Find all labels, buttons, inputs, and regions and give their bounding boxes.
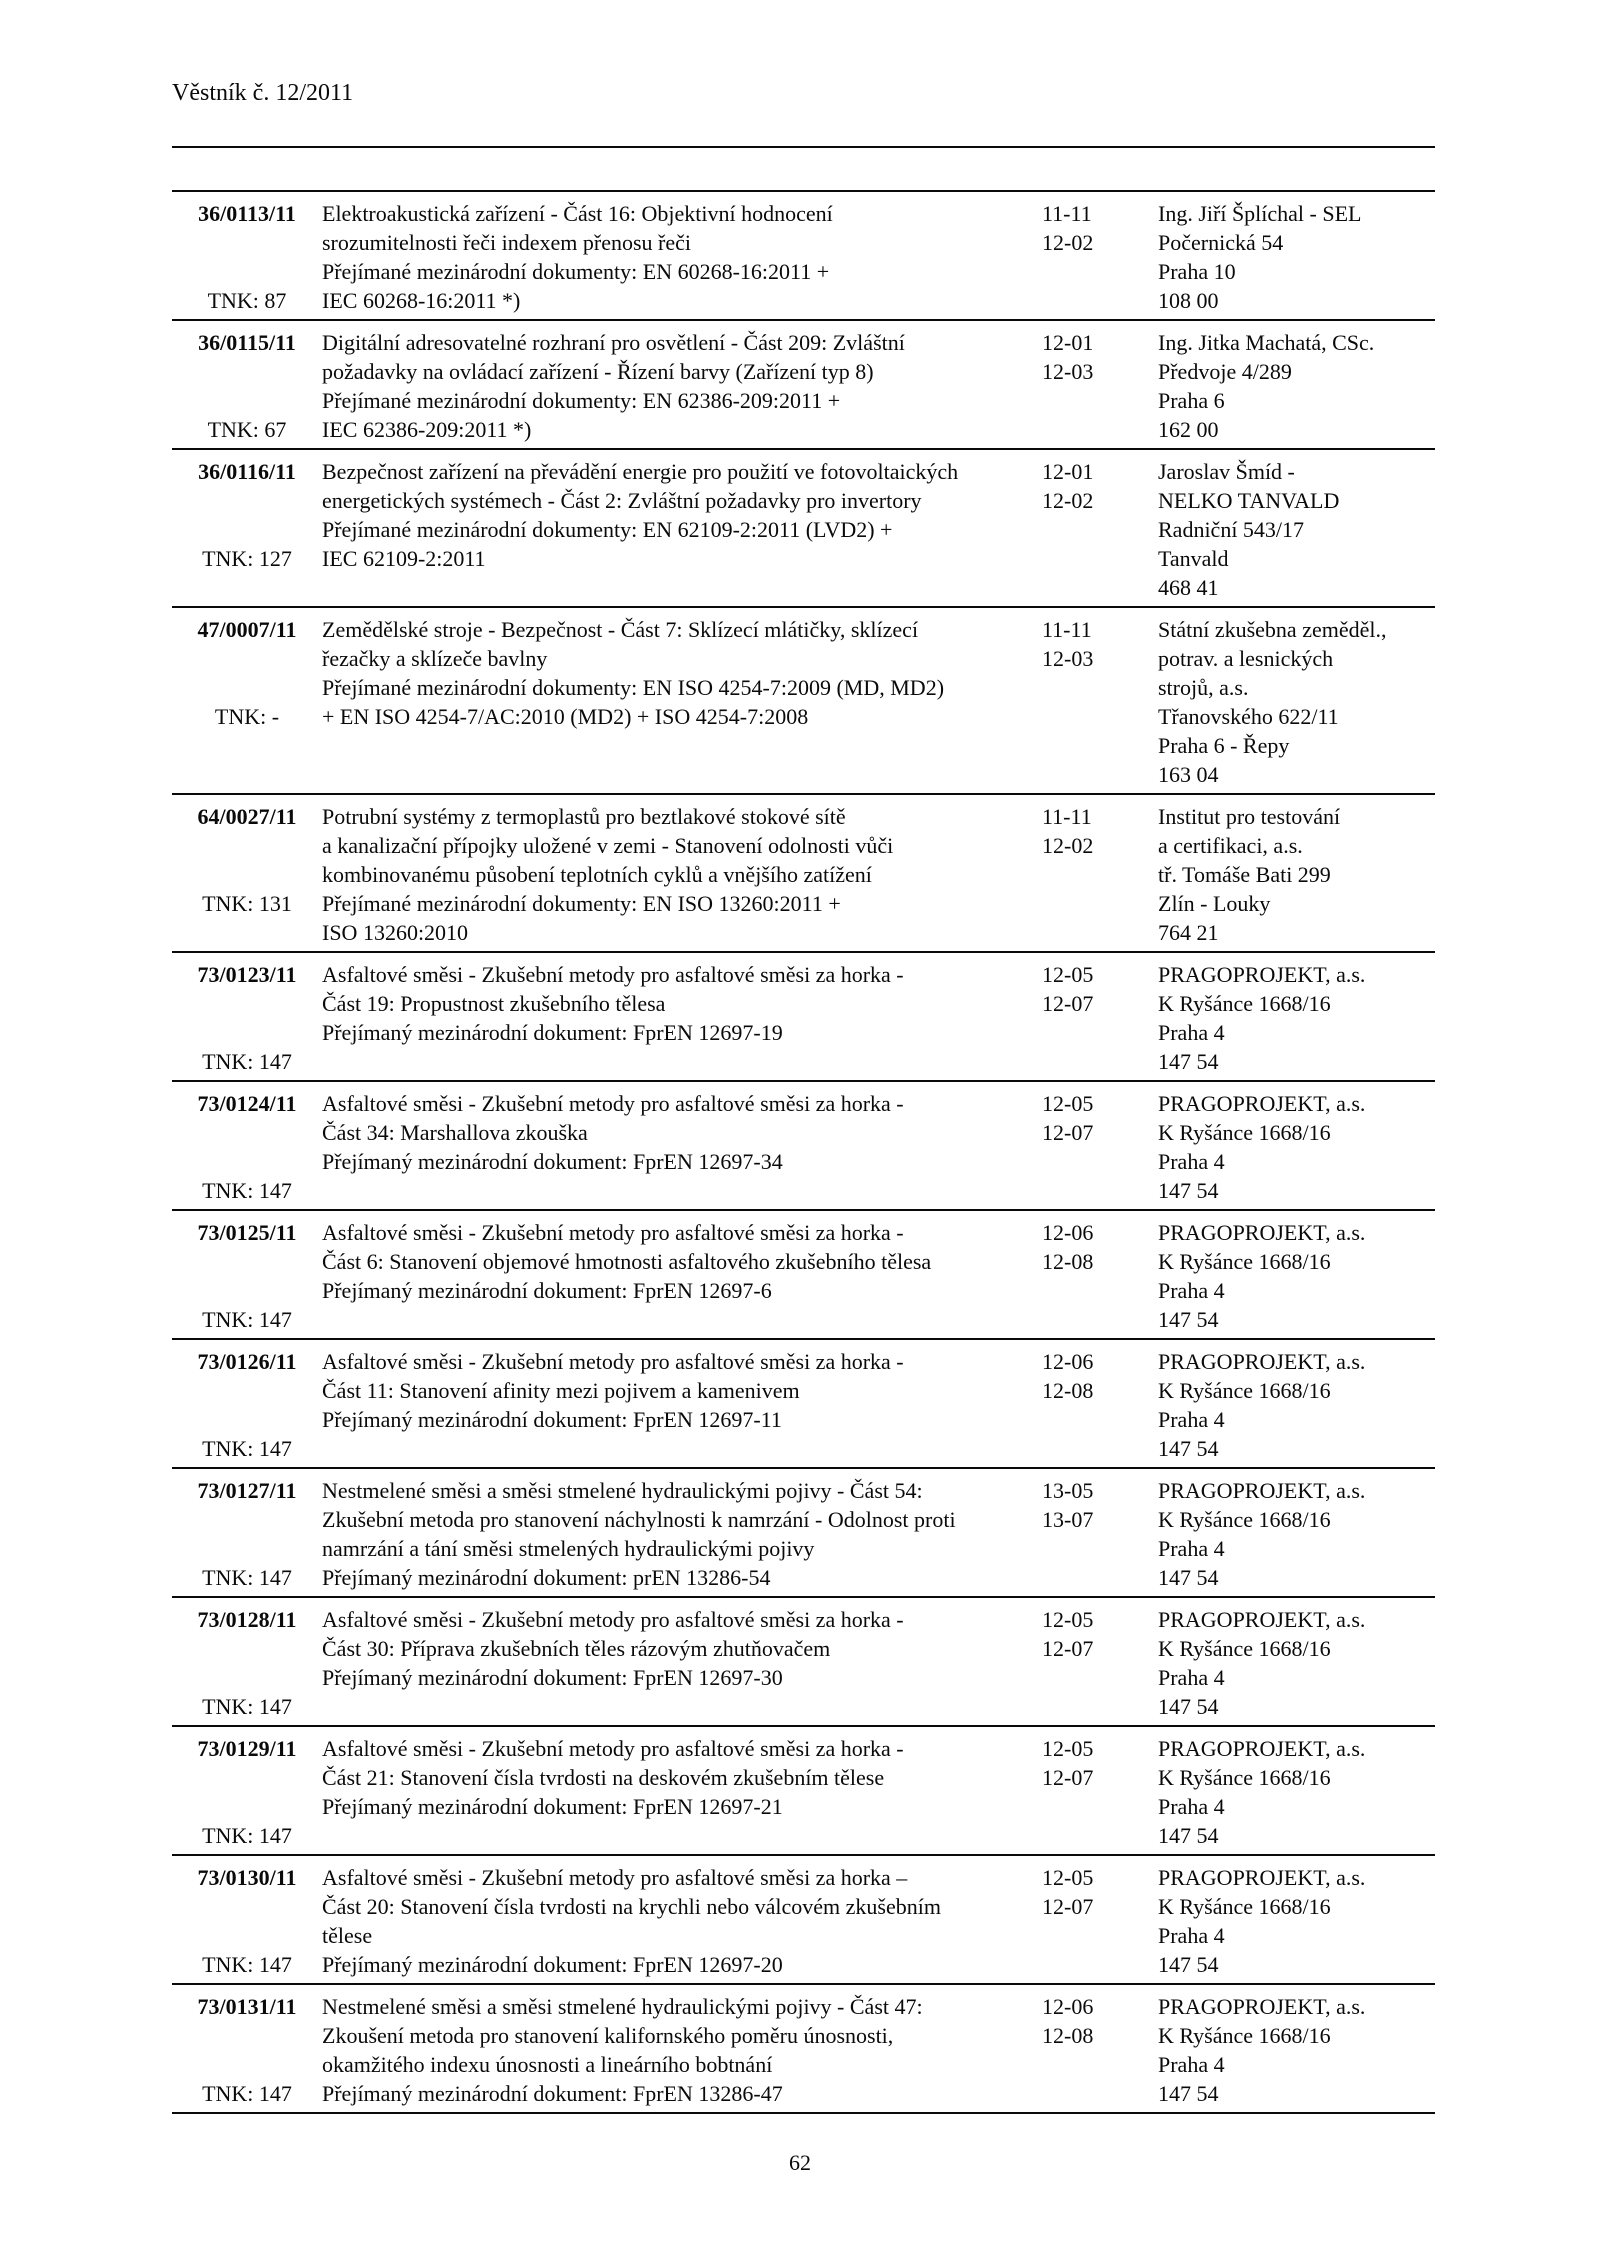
row-applicant <box>1158 1218 1435 1334</box>
title-line: Bezpečnost zařízení na převádění energie pro použití ve fotovoltaických <box>322 459 959 484</box>
row-title <box>322 1734 1034 1850</box>
date-line: 11-11 <box>1042 804 1092 829</box>
row-designation: 73/0127/11 <box>197 1478 297 1503</box>
table-row <box>172 1856 1435 1985</box>
applicant-line: Předvoje 4/289 <box>1158 359 1292 384</box>
title-line: Zkoušení metoda pro stanovení kalifornského poměru únosnosti, <box>322 2023 894 2048</box>
date-line: 13-05 <box>1042 1478 1094 1503</box>
table-row <box>172 953 1435 1082</box>
row-designation: 73/0128/11 <box>197 1607 297 1632</box>
row-title <box>322 1347 1034 1463</box>
title-line: Elektroakustická zařízení - Část 16: Objektivní hodnocení <box>322 201 833 226</box>
row-designation-cell <box>172 1734 322 1850</box>
title-line: Část 21: Stanovení čísla tvrdosti na deskovém zkušebním tělese <box>322 1765 885 1790</box>
title-line: Přejímané mezinárodní dokumenty: EN 62386-209:2011 + <box>322 388 841 413</box>
row-designation: 73/0130/11 <box>197 1865 297 1890</box>
standards-table <box>172 190 1435 2114</box>
row-applicant <box>1158 1734 1435 1850</box>
applicant-line: K Ryšánce 1668/16 <box>1158 1120 1331 1145</box>
date-line: 12-03 <box>1042 359 1094 384</box>
row-designation: 36/0116/11 <box>198 459 296 484</box>
applicant-line: K Ryšánce 1668/16 <box>1158 1894 1331 1919</box>
applicant-line: tř. Tomáše Bati 299 <box>1158 862 1331 887</box>
applicant-line: PRAGOPROJEKT, a.s. <box>1158 1607 1366 1632</box>
row-title <box>322 1218 1034 1334</box>
row-title <box>322 615 1034 789</box>
applicant-line: 147 54 <box>1158 1952 1219 1977</box>
title-line: Přejímaný mezinárodní dokument: FprEN 12697-34 <box>322 1149 783 1174</box>
date-line: 12-05 <box>1042 1865 1094 1890</box>
applicant-line: 147 54 <box>1158 1823 1219 1848</box>
applicant-line: K Ryšánce 1668/16 <box>1158 1378 1331 1403</box>
title-line: Část 6: Stanovení objemové hmotnosti asfaltového zkušebního tělesa <box>322 1249 932 1274</box>
date-line: 12-07 <box>1042 1894 1094 1919</box>
applicant-line: Praha 4 <box>1158 1149 1225 1174</box>
title-line: Část 19: Propustnost zkušebního tělesa <box>322 991 666 1016</box>
row-designation: 73/0123/11 <box>197 962 297 987</box>
applicant-line: 468 41 <box>1158 575 1219 600</box>
title-line: Přejímaný mezinárodní dokument: FprEN 12697-21 <box>322 1794 783 1819</box>
row-designation: 73/0124/11 <box>197 1091 297 1116</box>
applicant-line: Praha 10 <box>1158 259 1236 284</box>
title-line: namrzání a tání směsi stmelených hydraulickými pojivy <box>322 1536 815 1561</box>
row-title <box>322 1089 1034 1205</box>
row-designation-cell <box>172 802 322 947</box>
title-line: IEC 62386-209:2011 *) <box>322 417 532 442</box>
applicant-line: PRAGOPROJEKT, a.s. <box>1158 962 1366 987</box>
applicant-line: Ing. Jiří Šplíchal - SEL <box>1158 201 1362 226</box>
row-applicant <box>1158 1863 1435 1979</box>
row-tnk: TNK: 147 <box>202 1694 292 1719</box>
title-line: Část 20: Stanovení čísla tvrdosti na krychli nebo válcovém zkušebním <box>322 1894 941 1919</box>
applicant-line: Státní zkušebna zeměděl., <box>1158 617 1387 642</box>
row-designation: 64/0027/11 <box>197 804 297 829</box>
date-line: 12-01 <box>1042 459 1094 484</box>
applicant-line: K Ryšánce 1668/16 <box>1158 1765 1331 1790</box>
row-applicant <box>1158 1605 1435 1721</box>
row-designation-cell <box>172 615 322 789</box>
applicant-line: PRAGOPROJEKT, a.s. <box>1158 1478 1366 1503</box>
row-applicant <box>1158 960 1435 1076</box>
date-line: 12-08 <box>1042 2023 1094 2048</box>
row-applicant <box>1158 199 1435 315</box>
row-designation: 36/0115/11 <box>198 330 296 355</box>
row-tnk: TNK: 147 <box>202 1049 292 1074</box>
title-line: Asfaltové směsi - Zkušební metody pro asfaltové směsi za horka – <box>322 1865 908 1890</box>
title-line: Přejímaný mezinárodní dokument: FprEN 12697-6 <box>322 1278 772 1303</box>
applicant-line: K Ryšánce 1668/16 <box>1158 1249 1331 1274</box>
applicant-line: Praha 4 <box>1158 1020 1225 1045</box>
table-row <box>172 1211 1435 1340</box>
row-tnk: TNK: 87 <box>207 288 287 313</box>
title-line: Digitální adresovatelné rozhraní pro osvětlení - Část 209: Zvláštní <box>322 330 905 355</box>
row-applicant <box>1158 328 1435 444</box>
row-designation: 73/0126/11 <box>197 1349 297 1374</box>
row-title <box>322 199 1034 315</box>
row-dates <box>1034 1347 1158 1463</box>
table-row <box>172 795 1435 953</box>
table-row <box>172 1340 1435 1469</box>
date-line: 12-02 <box>1042 488 1094 513</box>
applicant-line: strojů, a.s. <box>1158 675 1249 700</box>
row-tnk: TNK: 67 <box>207 417 287 442</box>
title-line: Asfaltové směsi - Zkušební metody pro asfaltové směsi za horka - <box>322 1091 904 1116</box>
title-line: Asfaltové směsi - Zkušební metody pro asfaltové směsi za horka - <box>322 1736 904 1761</box>
title-line: Asfaltové směsi - Zkušební metody pro asfaltové směsi za horka - <box>322 1349 904 1374</box>
title-line: požadavky na ovládací zařízení - Řízení barvy (Zařízení typ 8) <box>322 359 874 384</box>
header-rule <box>172 146 1435 148</box>
applicant-line: K Ryšánce 1668/16 <box>1158 1636 1331 1661</box>
title-line: Nestmelené směsi a směsi stmelené hydraulickými pojivy - Část 54: <box>322 1478 923 1503</box>
table-row <box>172 1082 1435 1211</box>
title-line: Část 30: Příprava zkušebních těles rázovým zhutňovačem <box>322 1636 831 1661</box>
row-dates <box>1034 1734 1158 1850</box>
table-row <box>172 1469 1435 1598</box>
applicant-line: potrav. a lesnických <box>1158 646 1334 671</box>
applicant-line: Praha 4 <box>1158 1923 1225 1948</box>
table-row <box>172 608 1435 795</box>
row-dates <box>1034 328 1158 444</box>
title-line: Část 34: Marshallova zkouška <box>322 1120 588 1145</box>
date-line: 12-07 <box>1042 1120 1094 1145</box>
row-title <box>322 1863 1034 1979</box>
applicant-line: Institut pro testování <box>1158 804 1341 829</box>
date-line: 11-11 <box>1042 617 1092 642</box>
row-designation: 47/0007/11 <box>197 617 297 642</box>
table-row <box>172 450 1435 608</box>
row-designation-cell <box>172 1218 322 1334</box>
row-title <box>322 1992 1034 2108</box>
date-line: 12-05 <box>1042 962 1094 987</box>
title-line: okamžitého indexu únosnosti a lineárního bobtnání <box>322 2052 773 2077</box>
applicant-line: 108 00 <box>1158 288 1219 313</box>
table-row <box>172 1598 1435 1727</box>
row-title <box>322 960 1034 1076</box>
date-line: 12-07 <box>1042 1636 1094 1661</box>
applicant-line: Praha 4 <box>1158 1407 1225 1432</box>
applicant-line: Praha 4 <box>1158 1794 1225 1819</box>
date-line: 12-06 <box>1042 1994 1094 2019</box>
title-line: IEC 60268-16:2011 *) <box>322 288 521 313</box>
applicant-line: 147 54 <box>1158 1436 1219 1461</box>
title-line: řezačky a sklízeče bavlny <box>322 646 548 671</box>
row-designation-cell <box>172 328 322 444</box>
row-designation-cell <box>172 1476 322 1592</box>
row-applicant <box>1158 1476 1435 1592</box>
date-line: 12-02 <box>1042 833 1094 858</box>
date-line: 11-11 <box>1042 201 1092 226</box>
row-tnk: TNK: - <box>214 704 280 729</box>
row-dates <box>1034 802 1158 947</box>
title-line: Přejímaný mezinárodní dokument: FprEN 12697-19 <box>322 1020 783 1045</box>
date-line: 12-01 <box>1042 330 1094 355</box>
row-designation: 73/0129/11 <box>197 1736 297 1761</box>
row-tnk: TNK: 147 <box>202 1436 292 1461</box>
row-title <box>322 802 1034 947</box>
title-line: Nestmelené směsi a směsi stmelené hydraulickými pojivy - Část 47: <box>322 1994 923 2019</box>
row-designation: 73/0131/11 <box>197 1994 297 2019</box>
applicant-line: Radniční 543/17 <box>1158 517 1305 542</box>
row-applicant <box>1158 615 1435 789</box>
title-line: tělese <box>322 1923 373 1948</box>
title-line: Přejímané mezinárodní dokumenty: EN 60268-16:2011 + <box>322 259 830 284</box>
date-line: 12-07 <box>1042 1765 1094 1790</box>
title-line: Potrubní systémy z termoplastů pro beztlakové stokové sítě <box>322 804 846 829</box>
row-title <box>322 328 1034 444</box>
row-dates <box>1034 960 1158 1076</box>
title-line: a kanalizační přípojky uložené v zemi - Stanovení odolnosti vůči <box>322 833 894 858</box>
table-row <box>172 1727 1435 1856</box>
title-line: Zkušební metoda pro stanovení náchylnosti k namrzání - Odolnost proti <box>322 1507 956 1532</box>
applicant-line: Zlín - Louky <box>1158 891 1271 916</box>
table-row <box>172 321 1435 450</box>
row-title <box>322 1605 1034 1721</box>
row-dates <box>1034 1992 1158 2108</box>
applicant-line: NELKO TANVALD <box>1158 488 1340 513</box>
row-applicant <box>1158 802 1435 947</box>
applicant-line: Praha 4 <box>1158 2052 1225 2077</box>
row-applicant <box>1158 457 1435 602</box>
row-title <box>322 457 1034 602</box>
applicant-line: PRAGOPROJEKT, a.s. <box>1158 1220 1366 1245</box>
applicant-line: PRAGOPROJEKT, a.s. <box>1158 1349 1366 1374</box>
title-line: energetických systémech - Část 2: Zvláštní požadavky pro invertory <box>322 488 922 513</box>
title-line: Přejímané mezinárodní dokumenty: EN ISO 4254-7:2009 (MD, MD2) <box>322 675 945 700</box>
row-tnk: TNK: 147 <box>202 2081 292 2106</box>
table-row <box>172 1985 1435 2114</box>
applicant-line: Praha 4 <box>1158 1278 1225 1303</box>
applicant-line: 163 04 <box>1158 762 1219 787</box>
row-dates <box>1034 1476 1158 1592</box>
applicant-line: 147 54 <box>1158 1307 1219 1332</box>
row-designation-cell <box>172 199 322 315</box>
row-designation: 36/0113/11 <box>198 201 296 226</box>
title-line: Přejímaný mezinárodní dokument: FprEN 12697-11 <box>322 1407 782 1432</box>
row-tnk: TNK: 147 <box>202 1307 292 1332</box>
row-tnk: TNK: 127 <box>202 546 292 571</box>
title-line: Přejímané mezinárodní dokumenty: EN ISO 13260:2011 + <box>322 891 841 916</box>
applicant-line: PRAGOPROJEKT, a.s. <box>1158 1736 1366 1761</box>
applicant-line: 764 21 <box>1158 920 1219 945</box>
title-line: Přejímaný mezinárodní dokument: prEN 13286-54 <box>322 1565 771 1590</box>
title-line: IEC 62109-2:2011 <box>322 546 486 571</box>
row-dates <box>1034 1218 1158 1334</box>
title-line: Asfaltové směsi - Zkušební metody pro asfaltové směsi za horka - <box>322 962 904 987</box>
row-applicant <box>1158 1347 1435 1463</box>
table-row <box>172 192 1435 321</box>
date-line: 12-05 <box>1042 1736 1094 1761</box>
title-line: Asfaltové směsi - Zkušební metody pro asfaltové směsi za horka - <box>322 1220 904 1245</box>
title-line: Zemědělské stroje - Bezpečnost - Část 7: Sklízecí mlátičky, sklízecí <box>322 617 919 642</box>
title-line: kombinovanému působení teplotních cyklů a vnějšího zatížení <box>322 862 872 887</box>
applicant-line: PRAGOPROJEKT, a.s. <box>1158 1865 1366 1890</box>
title-line: Přejímaný mezinárodní dokument: FprEN 12697-30 <box>322 1665 783 1690</box>
row-applicant <box>1158 1089 1435 1205</box>
row-tnk: TNK: 147 <box>202 1565 292 1590</box>
date-line: 12-08 <box>1042 1249 1094 1274</box>
applicant-line: a certifikaci, a.s. <box>1158 833 1303 858</box>
row-dates <box>1034 1605 1158 1721</box>
applicant-line: Tanvald <box>1158 546 1229 571</box>
row-designation-cell <box>172 1605 322 1721</box>
row-designation-cell <box>172 1089 322 1205</box>
row-designation-cell <box>172 1347 322 1463</box>
date-line: 12-06 <box>1042 1220 1094 1245</box>
row-designation: 73/0125/11 <box>197 1220 297 1245</box>
row-tnk: TNK: 147 <box>202 1178 292 1203</box>
row-tnk: TNK: 131 <box>202 891 292 916</box>
applicant-line: PRAGOPROJEKT, a.s. <box>1158 1091 1366 1116</box>
row-dates <box>1034 457 1158 602</box>
applicant-line: K Ryšánce 1668/16 <box>1158 2023 1331 2048</box>
row-tnk: TNK: 147 <box>202 1823 292 1848</box>
row-designation-cell <box>172 1863 322 1979</box>
row-dates <box>1034 1089 1158 1205</box>
applicant-line: 147 54 <box>1158 1694 1219 1719</box>
row-dates <box>1034 615 1158 789</box>
applicant-line: Jaroslav Šmíd - <box>1158 459 1295 484</box>
date-line: 12-08 <box>1042 1378 1094 1403</box>
title-line: ISO 13260:2010 <box>322 920 469 945</box>
applicant-line: Počernická 54 <box>1158 230 1284 255</box>
title-line: Přejímaný mezinárodní dokument: FprEN 12697-20 <box>322 1952 783 1977</box>
title-line: Část 11: Stanovení afinity mezi pojivem a kamenivem <box>322 1378 800 1403</box>
date-line: 12-06 <box>1042 1349 1094 1374</box>
row-designation-cell <box>172 1992 322 2108</box>
date-line: 12-07 <box>1042 991 1094 1016</box>
title-line: srozumitelnosti řeči indexem přenosu řeči <box>322 230 691 255</box>
applicant-line: Praha 4 <box>1158 1665 1225 1690</box>
applicant-line: 147 54 <box>1158 1565 1219 1590</box>
applicant-line: PRAGOPROJEKT, a.s. <box>1158 1994 1366 2019</box>
page-number: 62 <box>789 2150 811 2175</box>
row-tnk: TNK: 147 <box>202 1952 292 1977</box>
applicant-line: Třanovského 622/11 <box>1158 704 1339 729</box>
applicant-line: Praha 4 <box>1158 1536 1225 1561</box>
title-line: Asfaltové směsi - Zkušební metody pro asfaltové směsi za horka - <box>322 1607 904 1632</box>
row-dates <box>1034 199 1158 315</box>
title-line: Přejímané mezinárodní dokumenty: EN 62109-2:2011 (LVD2) + <box>322 517 893 542</box>
date-line: 12-05 <box>1042 1091 1094 1116</box>
row-dates <box>1034 1863 1158 1979</box>
date-line: 12-03 <box>1042 646 1094 671</box>
applicant-line: 147 54 <box>1158 1178 1219 1203</box>
row-applicant <box>1158 1992 1435 2108</box>
applicant-line: Ing. Jitka Machatá, CSc. <box>1158 330 1375 355</box>
applicant-line: 147 54 <box>1158 2081 1219 2106</box>
applicant-line: 162 00 <box>1158 417 1219 442</box>
applicant-line: 147 54 <box>1158 1049 1219 1074</box>
applicant-line: K Ryšánce 1668/16 <box>1158 991 1331 1016</box>
title-line: + EN ISO 4254-7/AC:2010 (MD2) + ISO 4254-7:2008 <box>322 704 809 729</box>
title-line: Přejímaný mezinárodní dokument: FprEN 13286-47 <box>322 2081 783 2106</box>
date-line: 12-05 <box>1042 1607 1094 1632</box>
row-designation-cell <box>172 960 322 1076</box>
date-line: 12-02 <box>1042 230 1094 255</box>
page-header: Věstník č. 12/2011 <box>172 80 354 106</box>
applicant-line: K Ryšánce 1668/16 <box>1158 1507 1331 1532</box>
date-line: 13-07 <box>1042 1507 1094 1532</box>
row-designation-cell <box>172 457 322 602</box>
applicant-line: Praha 6 <box>1158 388 1225 413</box>
row-title <box>322 1476 1034 1592</box>
applicant-line: Praha 6 - Řepy <box>1158 733 1290 758</box>
